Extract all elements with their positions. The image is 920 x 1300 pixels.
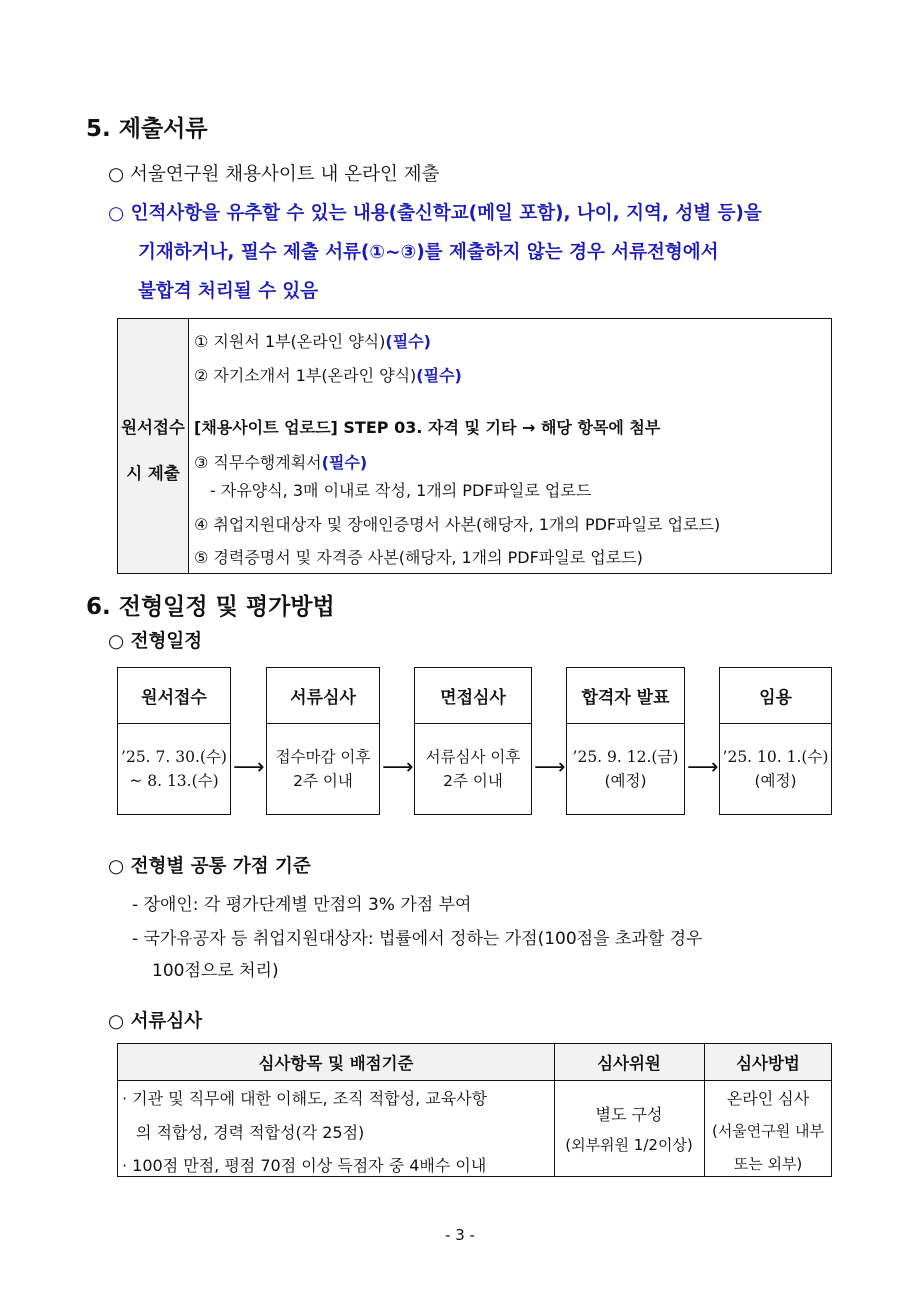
bonus-item-veterans-cont: 100점으로 처리)	[152, 961, 279, 981]
step-box-announcement	[566, 667, 685, 815]
criteria-line-3: · 100점 만점, 평점 70점 이상 득점자 중 4배수 이내	[122, 1156, 487, 1175]
step-box-interview	[414, 667, 532, 815]
criteria-line-1: · 기관 및 직무에 대한 이해도, 조직 적합성, 교육사항	[122, 1089, 488, 1108]
step-line: (예정)	[604, 771, 647, 790]
committee-line-1: 별도 구성	[595, 1105, 663, 1124]
step-line: ’25. 7. 30.(수)	[121, 747, 227, 766]
header-committee: 심사위원	[597, 1054, 661, 1073]
step-line: 접수마감 이후	[275, 747, 371, 766]
method-line-1: 온라인 심사	[726, 1089, 810, 1108]
step-line: ~ 8. 13.(수)	[129, 771, 219, 790]
criteria-line-2: 의 적합성, 경력 적합성(각 25점)	[136, 1123, 365, 1142]
arrow-icon: ⟶	[382, 755, 414, 780]
doc-review-heading: ○ 서류심사	[108, 1011, 203, 1032]
warning-line-3: 불합격 처리될 수 있음	[138, 281, 319, 302]
table-header-row	[118, 1044, 831, 1081]
schedule-heading: ○ 전형일정	[108, 631, 203, 652]
bonus-heading: ○ 전형별 공통 가점 기준	[108, 856, 311, 877]
step-box-doc-review	[266, 667, 380, 815]
warning-line-1: ○ 인적사항을 유추할 수 있는 내용(출신학교(메일 포함), 나이, 지역, 성별 등)을	[108, 203, 762, 224]
upload-instruction: [채용사이트 업로드] STEP 03. 자격 및 기타 → 해당 항목에 첨부	[194, 418, 661, 437]
doc-item-3: ③ 직무수행계획서(필수)	[194, 453, 368, 472]
step-title: 임용	[720, 668, 831, 724]
warning-line-2: 기재하거나, 필수 제출 서류(①~③)를 제출하지 않는 경우 서류전형에서	[138, 242, 719, 263]
arrow-icon: ⟶	[687, 755, 719, 780]
step-line: 2주 이내	[293, 771, 353, 790]
step-line: 서류심사 이후	[425, 747, 521, 766]
header-criteria: 심사항목 및 배점기준	[258, 1054, 414, 1073]
bullet-online-submit: ○ 서울연구원 채용사이트 내 온라인 제출	[108, 164, 440, 185]
label-submit: 시 제출	[126, 464, 180, 483]
committee-line-2: (외부위원 1/2이상)	[565, 1136, 693, 1154]
doc-review-table	[117, 1043, 832, 1177]
header-method: 심사방법	[736, 1054, 800, 1073]
doc-item-1: ① 지원서 1부(온라인 양식)(필수)	[194, 332, 431, 351]
step-title: 원서접수	[118, 668, 230, 724]
method-line-3: 또는 외부)	[733, 1155, 803, 1173]
arrow-icon: ⟶	[233, 755, 265, 780]
doc-item-2: ② 자기소개서 1부(온라인 양식)(필수)	[194, 366, 462, 385]
step-line: ’25. 9. 12.(금)	[572, 747, 679, 766]
bonus-item-disabled: - 장애인: 각 평가단계별 만점의 3% 가점 부여	[132, 895, 472, 915]
table-left-label-cell	[118, 319, 189, 573]
doc-item-3-sub: - 자유양식, 3매 이내로 작성, 1개의 PDF파일로 업로드	[210, 481, 592, 500]
step-box-hire	[719, 667, 832, 815]
label-application: 원서접수	[121, 418, 185, 437]
section-5-title: 5. 제출서류	[86, 116, 208, 142]
section-6-title: 6. 전형일정 및 평가방법	[86, 594, 335, 620]
step-title: 합격자 발표	[567, 668, 684, 724]
step-line: ’25. 10. 1.(수)	[722, 747, 829, 766]
step-title: 서류심사	[267, 668, 379, 724]
step-line: 2주 이내	[443, 771, 503, 790]
submission-documents-table	[117, 318, 832, 574]
bonus-item-veterans: - 국가유공자 등 취업지원대상자: 법률에서 정하는 가점(100점을 초과할 경우	[132, 929, 703, 949]
step-title: 면접심사	[415, 668, 531, 724]
doc-item-4: ④ 취업지원대상자 및 장애인증명서 사본(해당자, 1개의 PDF파일로 업로드)	[194, 515, 721, 534]
method-line-2: (서울연구원 내부	[711, 1122, 825, 1140]
doc-item-5: ⑤ 경력증명서 및 자격증 사본(해당자, 1개의 PDF파일로 업로드)	[194, 548, 643, 567]
step-box-application	[117, 667, 231, 815]
step-line: (예정)	[754, 771, 797, 790]
arrow-icon: ⟶	[534, 755, 566, 780]
page-number: - 3 -	[445, 1226, 475, 1244]
